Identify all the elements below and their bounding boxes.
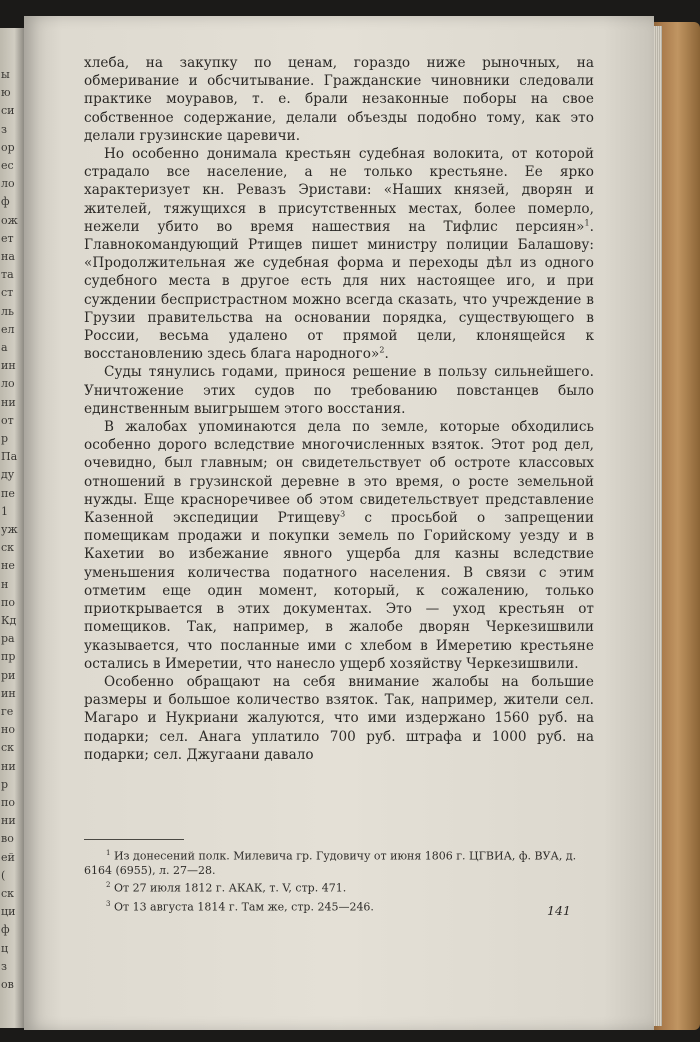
left-page-fragment: з: [1, 959, 7, 973]
left-page-fragment: на: [1, 250, 15, 263]
left-page-fragment: 1: [1, 504, 8, 518]
left-page-fragment: ор: [1, 140, 15, 154]
left-page-fragment: от: [1, 413, 14, 427]
left-page-fragment: ес: [1, 159, 14, 172]
left-page-fragment: ра: [1, 632, 15, 646]
left-page-fragment: (: [1, 868, 6, 882]
left-page-fragment: Кд: [1, 614, 17, 627]
left-page-fragment: ло: [1, 177, 15, 191]
footnote-2: $^2$ От 27 июля 1812 г. АКАК, т. V, стр. 471.: [106, 881, 347, 896]
left-page-fragment: р: [1, 777, 9, 791]
left-page-fragment: уж: [1, 523, 18, 536]
left-page-fragment: ей: [1, 850, 15, 864]
left-page-fragment: Па: [1, 450, 18, 464]
left-page-fragment: ск: [1, 541, 15, 555]
left-page-fragment: ин: [1, 686, 16, 700]
left-page-fragment: ст: [1, 286, 14, 300]
left-page-fragment: ов: [1, 978, 14, 991]
left-page-fragment: ел: [1, 322, 15, 336]
left-page-fragment: ци: [1, 905, 16, 919]
left-page-fragment: по: [1, 595, 15, 609]
left-page-fragment: пр: [1, 650, 16, 664]
left-page-fragment: ет: [1, 231, 14, 245]
left-page-fragment: р: [1, 432, 9, 445]
left-page-fragment: по: [1, 796, 15, 809]
footnote-3: $^3$ От 13 августа 1814 г. Там же, стр. 245—246.: [106, 899, 374, 914]
left-page-fragment: ни: [1, 814, 16, 828]
left-page-fragment: ф: [1, 195, 10, 209]
left-page-fragment: си: [1, 104, 15, 118]
footnote-ref-3: 3: [340, 509, 346, 519]
book-page: [24, 16, 654, 1030]
footnote-ref-1: 1: [584, 218, 590, 228]
left-page-fragment: ни: [1, 759, 16, 773]
page-number: 141: [547, 903, 571, 918]
footnotes: [84, 846, 594, 915]
left-page-fragment: а: [1, 341, 8, 354]
main-text: [84, 54, 594, 764]
paragraph-5: Особенно обращают на себя внимание жалобы на большие размеры и большое количество взяток. Так, например, жители сел. Магаро и Нукриани жалуются, что ими издержано 1560 руб. на подарки; сел. Анага уплатило 700 руб. штрафа и 1000 руб. на подарки; сел. Джугаани давало: [84, 673, 594, 763]
left-page-fragment: ск: [1, 741, 15, 755]
left-page-edge: [0, 28, 24, 1028]
footnote-1: $^1$ Из донесений полк. Милевича гр. Гудовичу от июня 1806 г. ЦГВИА, ф. ВУА, д. 6164 (6955), л. 27—28.: [84, 849, 577, 878]
left-page-fragment: ф: [1, 923, 10, 937]
left-page-fragment: ю: [1, 86, 11, 100]
left-page-fragment: ы: [1, 68, 10, 81]
left-page-fragment: ль: [1, 304, 14, 318]
left-page-fragment: ин: [1, 359, 16, 373]
paragraph-4: В жалобах упоминаются дела по земле, которые обходились особенно дорого вследствие многочисленных взяток. Этот род дел, очевидно, был главным; он свидетельствует об остроте классовых отношений в грузинской деревне в это время, о росте земельной нужды. Еще красноречивее об этом свидетельствует представление Казенной экспедиции Ртищеву$^3$ с просьбой о запрещении помещикам продажи и покупки земель по Горийскому уезду и в Кахетии во избежание явного ущерба для казны вследствие уменьшения количества податного населения. В связи с этим отметим еще один момент, который, к сожалению, только приоткрывается в этих документах. Это — уход крестьян от помещиков. Так, например, в жалобе дворян Черкезишвили указывается, что посланные ими с хлебом в Имеретию крестьяне остались в Имеретии, что нанесло ущерб хозяйству Черкезишвили.: [84, 419, 594, 672]
paragraph-1: хлеба, на закупку по ценам, гораздо ниже рыночных, на обмеривание и обсчитывание. Гражданские чиновники следовали практике моуравов, т. е. брали незаконные поборы на свое собственное содержание, делали объезды подобно тому, как это делали грузинские царевичи.: [84, 55, 594, 144]
left-page-fragment: н: [1, 577, 9, 591]
left-page-fragment: з: [1, 122, 7, 136]
paragraph-3: Суды тянулись годами, принося решение в пользу сильнейшего. Уничтожение этих судов по требованию повстанцев было единственным выигрышем этого восстания.: [84, 364, 594, 417]
left-page-fragment: пе: [1, 486, 15, 500]
left-page-fragment: ге: [1, 705, 14, 718]
left-page-fragment: ло: [1, 377, 15, 391]
left-page-fragment: ск: [1, 887, 15, 900]
left-page-fragment: та: [1, 268, 14, 282]
left-page-fragment: ду: [1, 468, 15, 482]
footnote-divider: [84, 839, 184, 840]
left-page-fragment: но: [1, 723, 15, 737]
left-page-fragment: ц: [1, 941, 9, 955]
left-page-fragment: не: [1, 559, 15, 573]
left-page-fragment: во: [1, 832, 14, 846]
footnote-ref-2: 2: [379, 345, 385, 355]
paragraph-2: Но особенно донимала крестьян судебная волокита, от которой страдало все население, а не только крестьяне. Ее ярко характеризует кн. Ревазъ Эристави: «Наших князей, дворян и жителей, тяжущихся в присутственных местах, более померло, нежели убито во время нашествия на Тифлис персиян»$^1$. Главнокомандующий Ртищев пишет министру полиции Балашову: «Продолжительная же судебная форма и переходы дѣл из одного судебного места в другое есть для них настоящее иго, и при суждении беспристрастном можно всегда сказать, что учреждение в Грузии правительства на основании порядка, существующего в России, весьма удалено от прямой цели, клонящейся к восстановлению здесь блага народного»$^2$.: [84, 146, 594, 363]
left-page-fragment: ож: [1, 213, 18, 227]
left-page-fragment: ни: [1, 395, 16, 409]
left-page-fragment: ри: [1, 668, 16, 682]
